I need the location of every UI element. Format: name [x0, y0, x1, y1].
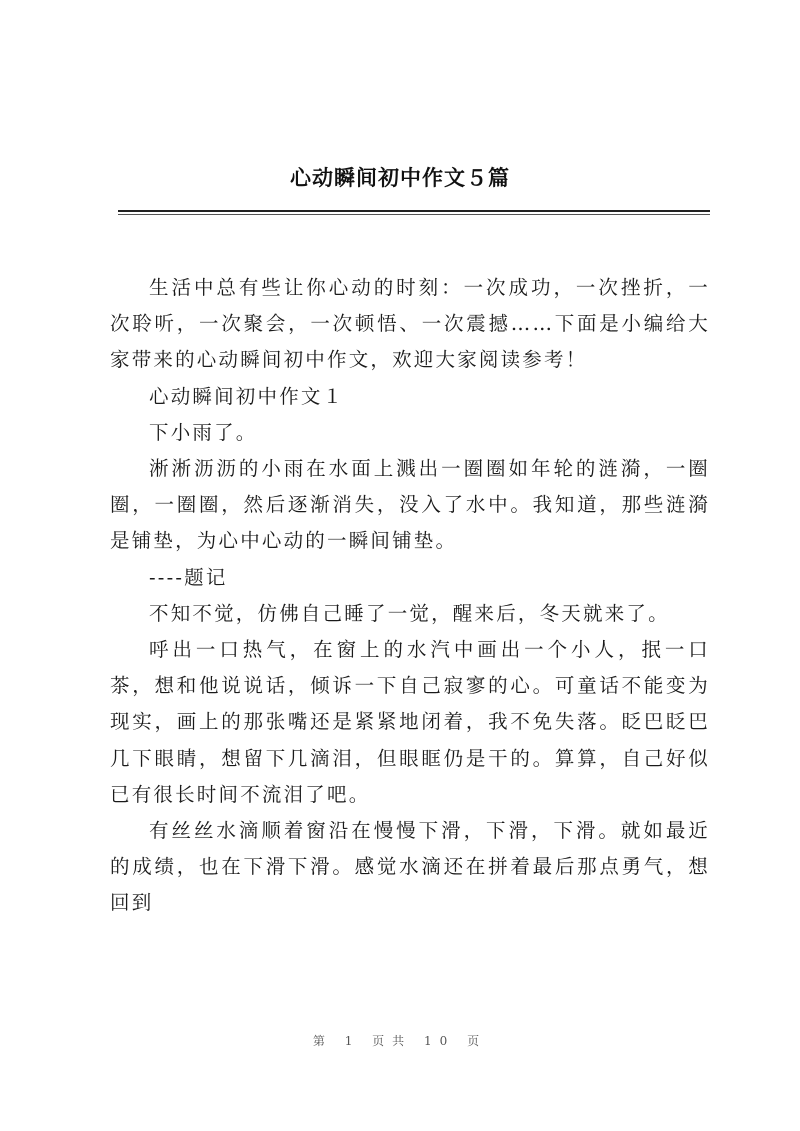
footer-total-pages: 10: [424, 1034, 456, 1048]
paragraph: 生活中总有些让你心动的时刻：一次成功，一次挫折，一次聆听，一次聚会，一次顿悟、一次震撼……下面是小编给大家带来的心动瞬间初中作文，欢迎大家阅读参考！: [110, 276, 710, 372]
page-footer: [0, 1032, 800, 1049]
section-heading: 心动瞬间初中作文１: [149, 384, 345, 408]
document-body: [110, 270, 710, 922]
paragraph: 有丝丝水滴顺着窗沿在慢慢下滑，下滑，下滑。就如最近的成绩，也在下滑下滑。感觉水滴还在拼着最后那点勇气，想回到: [110, 819, 710, 915]
paragraph: 呼出一口热气，在窗上的水汽中画出一个小人，抿一口茶，想和他说说话，倾诉一下自己寂寥的心。可童话不能变为现实，画上的那张嘴还是紧紧地闭着，我不免失落。眨巴眨巴几下眼睛，想留下几滴泪，但眼眶仍是干的。算算，自己好似已有很长时间不流泪了吧。: [110, 638, 710, 806]
footer-middle: 页共: [372, 1034, 413, 1048]
footer-prefix: 第: [312, 1034, 333, 1048]
paragraph: 不知不觉，仿佛自己睡了一觉，醒来后，冬天就来了。: [149, 601, 670, 625]
document-title: 心动瞬间初中作文５篇: [290, 166, 510, 190]
footer-suffix: 页: [467, 1034, 488, 1048]
footer-current-page: 1: [344, 1034, 361, 1048]
paragraph: 淅淅沥沥的小雨在水面上溅出一圈圈如年轮的涟漪，一圈圈，一圈圈，然后逐渐消失，没入了水中。我知道，那些涟漪是铺垫，为心中心动的一瞬间铺垫。: [110, 457, 710, 553]
epigraph-attribution: ----题记: [149, 565, 228, 589]
title-divider-thin: [118, 214, 710, 215]
paragraph: 下小雨了。: [149, 420, 258, 444]
title-divider-thick: [118, 210, 710, 212]
